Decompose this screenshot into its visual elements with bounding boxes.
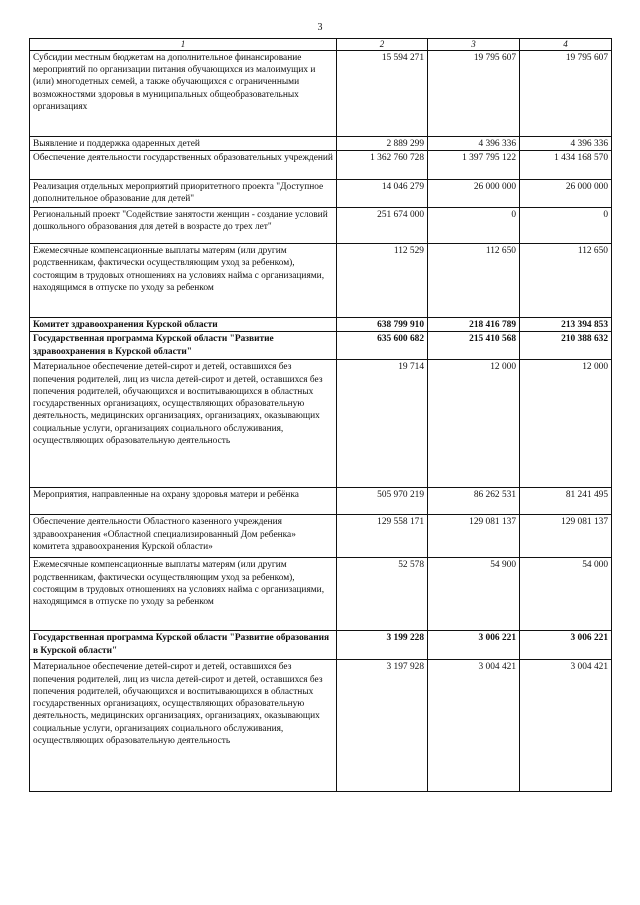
row-description: Реализация отдельных мероприятий приоритетного проекта "Доступное дополнительное образование для детей" <box>30 180 337 208</box>
budget-table <box>29 38 612 792</box>
row-value-3: 3 006 221 <box>428 631 520 660</box>
row-value-4: 129 081 137 <box>520 515 612 558</box>
table-row <box>30 208 612 244</box>
row-value-2: 2 889 299 <box>337 137 428 151</box>
table-row <box>30 558 612 631</box>
row-value-3: 12 000 <box>428 360 520 488</box>
row-value-2: 635 600 682 <box>337 332 428 360</box>
row-description: Региональный проект "Содействие занятости женщин - создание условий дошкольного образования для детей в возрасте до трех лет" <box>30 208 337 244</box>
table-row <box>30 151 612 180</box>
row-value-4: 54 000 <box>520 558 612 631</box>
row-value-3: 54 900 <box>428 558 520 631</box>
row-value-4: 210 388 632 <box>520 332 612 360</box>
table-row <box>30 631 612 660</box>
table-row <box>30 244 612 318</box>
row-description: Субсидии местным бюджетам на дополнительное финансирование мероприятий по организации питания обучающихся из малоимущих и (или) многодетных семей, а также обучающихся с ограниченными возможностями здоровья в муниципальных общеобразовательных организациях <box>30 51 337 137</box>
row-value-4: 3 006 221 <box>520 631 612 660</box>
table-row <box>30 318 612 332</box>
table-row <box>30 488 612 515</box>
row-description: Материальное обеспечение детей-сирот и детей, оставшихся без попечения родителей, лиц из числа детей-сирот и детей, оставшихся без попечения родителей, обучающихся и воспитывающихся в областных государственных организациях, осуществляющих образовательную деятельность, медицинских организациях, организациях, оказывающих социальные услуги, организациях социального обслуживания, осуществляющих образовательную деятельность <box>30 360 337 488</box>
row-value-3: 86 262 531 <box>428 488 520 515</box>
row-value-2: 19 714 <box>337 360 428 488</box>
row-value-3: 129 081 137 <box>428 515 520 558</box>
row-description: Ежемесячные компенсационные выплаты матерям (или другим родственникам, фактически осуществляющим уход за ребенком), состоящим в трудовых отношениях на условиях найма с организациями, находящимся в отпуске по уходу за ребенком <box>30 244 337 318</box>
row-value-3: 4 396 336 <box>428 137 520 151</box>
table-row <box>30 51 612 137</box>
row-value-3: 218 416 789 <box>428 318 520 332</box>
page-number: 3 <box>317 22 323 33</box>
row-value-4: 4 396 336 <box>520 137 612 151</box>
row-description: Государственная программа Курской области "Развитие здравоохранения в Курской области" <box>30 332 337 360</box>
row-value-2: 251 674 000 <box>337 208 428 244</box>
row-value-3: 215 410 568 <box>428 332 520 360</box>
row-value-2: 112 529 <box>337 244 428 318</box>
row-description: Выявление и поддержка одаренных детей <box>30 137 337 151</box>
row-value-3: 19 795 607 <box>428 51 520 137</box>
row-value-4: 26 000 000 <box>520 180 612 208</box>
row-value-2: 14 046 279 <box>337 180 428 208</box>
row-description: Мероприятия, направленные на охрану здоровья матери и ребёнка <box>30 488 337 515</box>
row-value-4: 19 795 607 <box>520 51 612 137</box>
row-value-4: 0 <box>520 208 612 244</box>
table-row <box>30 137 612 151</box>
row-value-4: 3 004 421 <box>520 660 612 792</box>
table-row <box>30 360 612 488</box>
row-value-4: 1 434 168 570 <box>520 151 612 180</box>
row-value-3: 1 397 795 122 <box>428 151 520 180</box>
row-value-2: 129 558 171 <box>337 515 428 558</box>
row-value-2: 52 578 <box>337 558 428 631</box>
row-description: Ежемесячные компенсационные выплаты матерям (или другим родственникам, фактически осуществляющим уход за ребенком), состоящим в трудовых отношениях на условиях найма с организациями, находящимся в отпуске по уходу за ребенком <box>30 558 337 631</box>
row-value-4: 81 241 495 <box>520 488 612 515</box>
row-value-3: 112 650 <box>428 244 520 318</box>
row-value-3: 0 <box>428 208 520 244</box>
row-value-4: 12 000 <box>520 360 612 488</box>
row-description: Комитет здравоохранения Курской области <box>30 318 337 332</box>
row-description: Обеспечение деятельности государственных образовательных учреждений <box>30 151 337 180</box>
table-header-row <box>30 39 612 51</box>
row-value-4: 112 650 <box>520 244 612 318</box>
row-value-3: 26 000 000 <box>428 180 520 208</box>
row-value-2: 3 197 928 <box>337 660 428 792</box>
row-description: Государственная программа Курской области "Развитие образования в Курской области" <box>30 631 337 660</box>
header-col-4: 4 <box>520 39 612 51</box>
row-value-2: 1 362 760 728 <box>337 151 428 180</box>
table-row <box>30 180 612 208</box>
row-description: Материальное обеспечение детей-сирот и детей, оставшихся без попечения родителей, лиц из числа детей-сирот и детей, оставшихся без попечения родителей, обучающихся и воспитывающихся в областных государственных организациях, осуществляющих образовательную деятельность, медицинских организациях, организациях, оказывающих социальные услуги, организациях социального обслуживания, осуществляющих образовательную деятельность <box>30 660 337 792</box>
row-value-4: 213 394 853 <box>520 318 612 332</box>
header-col-2: 2 <box>337 39 428 51</box>
row-value-2: 3 199 228 <box>337 631 428 660</box>
row-description: Обеспечение деятельности Областного казенного учреждения здравоохранения «Областной специализированный Дом ребенка» комитета здравоохранения Курской области» <box>30 515 337 558</box>
row-value-2: 505 970 219 <box>337 488 428 515</box>
header-col-1: 1 <box>30 39 337 51</box>
header-col-3: 3 <box>428 39 520 51</box>
row-value-3: 3 004 421 <box>428 660 520 792</box>
row-value-2: 638 799 910 <box>337 318 428 332</box>
table-row <box>30 332 612 360</box>
row-value-2: 15 594 271 <box>337 51 428 137</box>
table-row <box>30 660 612 792</box>
table-row <box>30 515 612 558</box>
